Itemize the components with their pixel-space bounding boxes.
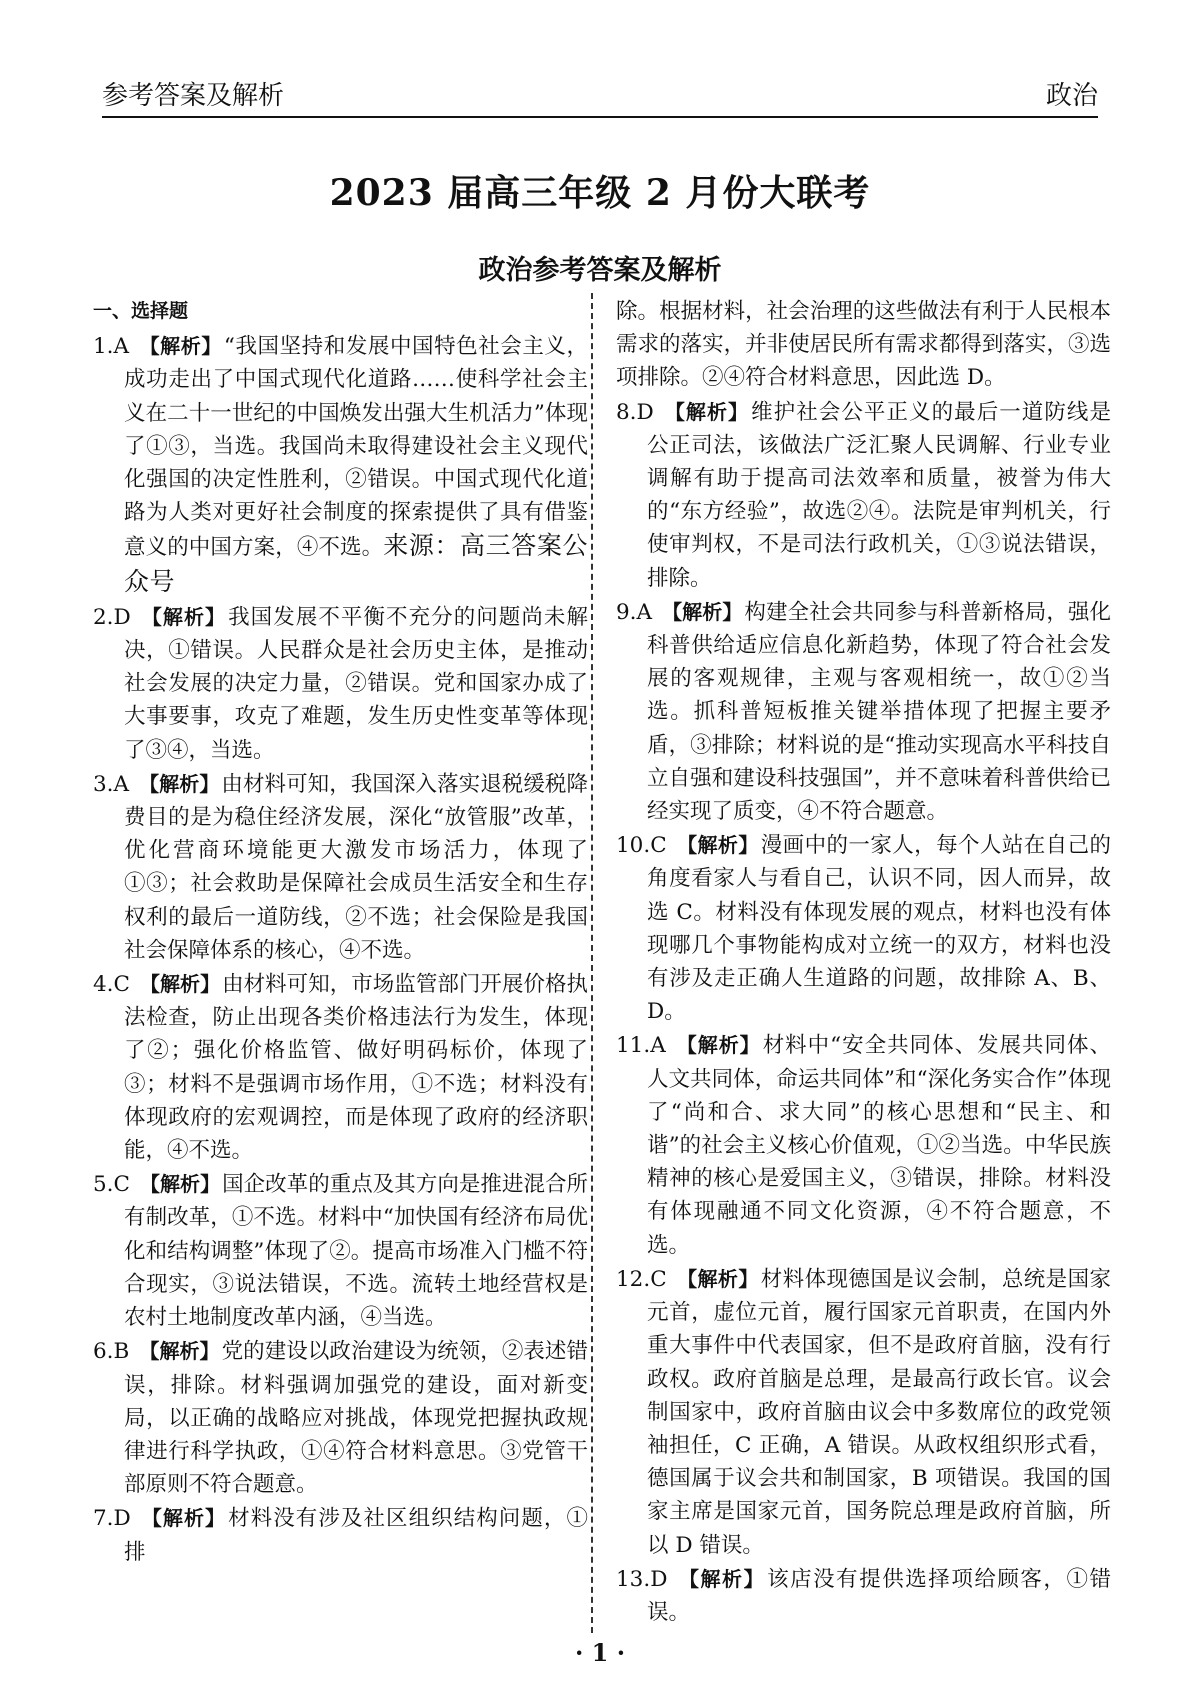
item-answer: C — [650, 833, 667, 859]
analysis-tag: 【解析】 — [140, 604, 227, 629]
analysis-tag: 【解析】 — [676, 833, 759, 858]
item-answer: C — [113, 972, 130, 998]
answer-item — [616, 396, 1111, 595]
answer-item — [616, 1263, 1111, 1562]
item-answer: D — [113, 1506, 131, 1532]
right-column — [616, 295, 1111, 1630]
item-number: 5. — [93, 1172, 114, 1198]
answer-item — [93, 1168, 588, 1334]
answer-item — [616, 1029, 1111, 1261]
source-watermark: 来源：高三答案公众号 — [124, 531, 588, 596]
item-explanation: 维护社会公平正义的最后一道防线是公正司法，该做法广泛汇聚人民调解、行业专业调解有助于提高司法效率和质量，被誉为伟大的“东方经验”，故选②④。法院是审判机关，行使审判权，不是司法行政机关，①③说法错误，排除。 — [647, 399, 1111, 591]
item-explanation: 国企改革的重点及其方向是推进混合所有制改革，①不选。材料中“加快国有经济布局优化和结构调整”体现了②。提高市场准入门槛不符合现实，③说法错误，不选。流转土地经营权是农村土地制度改革内涵，④当选。 — [124, 1172, 588, 1331]
left-column — [93, 295, 588, 1570]
item-explanation: 材料没有涉及社区组织结构问题，①排 — [124, 1506, 588, 1565]
item-explanation: 由材料可知，我国深入落实退税缓税降费目的是为稳住经济发展，深化“放管服”改革，优化营商环境能更大激发市场活力，体现了①③；社会救助是保障社会成员生活安全和生存权利的最后一道防线，②不选；社会保险是我国社会保障体系的核心，④不选。 — [124, 771, 588, 963]
page-header — [102, 78, 1098, 118]
column-divider — [591, 293, 593, 1633]
analysis-tag: 【解析】 — [662, 599, 743, 624]
item-explanation: “我国坚持和发展中国特色社会主义，成功走出了中国式现代化道路……使科学社会主义在二十一世纪的中国焕发出强大生机活力”体现了①③，当选。我国尚未取得建设社会主义现代化强国的决定性胜利，②错误。中国式现代化道路为人类对更好社会制度的探索提供了具有借鉴意义的中国方案，④不选。 — [124, 334, 589, 561]
item-answer: D — [636, 399, 654, 425]
analysis-tag: 【解析】 — [677, 1566, 766, 1591]
item-number: 7. — [93, 1506, 114, 1532]
item-number: 12. — [616, 1266, 651, 1292]
item-number: 4. — [93, 972, 114, 998]
item-number: 3. — [93, 771, 114, 797]
item-answer: A — [650, 1033, 666, 1059]
item-explanation: 构建全社会共同参与科普新格局，强化科普供给适应信息化新趋势，体现了符合社会发展的客观规律，主观与客观相统一，故①②当选。抓科普短板推关键举措体现了把握主要矛盾，③排除；材料说的是“推动实现高水平科技自立自强和建设科技强国”，并不意味着科普供给已经实现了质变，④不符合题意。 — [647, 599, 1111, 825]
analysis-tag: 【解析】 — [676, 1266, 759, 1291]
analysis-tag: 【解析】 — [139, 972, 221, 997]
section-heading: 一、选择题 — [93, 300, 189, 322]
item-explanation: 材料体现德国是议会制，总统是国家元首，虚位元首，履行国家元首职责，在国内外重大事件中代表国家，但不是政府首脑，没有行政权。政府首脑是总理，是最高行政长官。议会制国家中，政府首脑由议会中多数席位的政党领袖担任，C 正确，A 错误。从政权组织形式看，德国属于议会共和制国家，B 项错误。我国的国家主席是国家元首，国务院总理是政府首脑，所以 D 错误。 — [647, 1266, 1111, 1558]
answer-item — [616, 596, 1111, 828]
answer-item — [93, 601, 588, 767]
item-number: 9. — [616, 599, 637, 625]
item-explanation: 我国发展不平衡不充分的问题尚未解决，①错误。人民群众是社会历史主体，是推动社会发展的决定力量，②错误。党和国家办成了大事要事，攻克了难题，发生历史性变革等体现了③④，当选。 — [124, 604, 588, 763]
item-answer: D — [650, 1566, 668, 1592]
analysis-tag: 【解析】 — [139, 1172, 221, 1197]
analysis-tag: 【解析】 — [140, 1506, 227, 1531]
answer-item — [93, 1502, 588, 1568]
item-answer: A — [113, 334, 130, 360]
item-number: 10. — [616, 833, 651, 859]
item-explanation: 由材料可知，市场监管部门开展价格执法检查，防止出现各类价格违法行为发生，体现了②；强化价格监管、做好明码标价，体现了③；材料不是强调市场作用，①不选；材料没有体现政府的宏观调控，而是体现了政府的经济职能，④不选。 — [124, 972, 588, 1164]
analysis-tag: 【解析】 — [139, 771, 220, 796]
item-number: 13. — [616, 1566, 651, 1592]
item-answer: C — [113, 1172, 130, 1198]
answer-item — [93, 968, 588, 1167]
item-number: 2. — [93, 604, 114, 630]
document-subtitle: 政治参考答案及解析 — [478, 255, 722, 286]
item-explanation: 该店没有提供选择项给顾客，①错误。 — [647, 1566, 1111, 1625]
analysis-tag: 【解析】 — [663, 399, 750, 424]
answer-item — [93, 768, 588, 967]
item-explanation: 漫画中的一家人，每个人站在自己的角度看家人与看自己，认识不同，因人而异，故选 C。材料没有体现发展的观点，材料也没有体现哪几个事物能构成对立统一的双方，材料也没有涉及走正确人生道路的问题，故排除 A、B、D。 — [647, 833, 1111, 1025]
item-number: 6. — [93, 1339, 114, 1365]
page-number: · 1 · — [574, 1638, 626, 1667]
item-number: 8. — [616, 399, 637, 425]
answer-item — [93, 1335, 588, 1501]
document-title: 2023 届高三年级 2 月份大联考 — [329, 172, 871, 214]
analysis-tag: 【解析】 — [139, 334, 222, 359]
answer-item — [616, 1563, 1111, 1629]
analysis-tag: 【解析】 — [139, 1339, 220, 1364]
item-explanation: 党的建设以政治建设为统领，②表述错误，排除。材料强调加强党的建设，面对新变局，以正确的战略应对挑战，体现党把握执政规律进行科学执政，①④符合材料意思。③党管干部原则不符合题意。 — [124, 1339, 588, 1498]
answer-item — [93, 330, 588, 600]
item-answer: B — [113, 1339, 130, 1365]
item-answer: A — [636, 599, 653, 625]
continued-explanation: 除。根据材料，社会治理的这些做法有利于人民根本需求的落实，并非使居民所有需求都得到落实，③选项排除。②④符合材料意思，因此选 D。 — [616, 299, 1111, 391]
item-explanation: 材料中“安全共同体、发展共同体、人文共同体，命运共同体”和“深化务实合作”体现了“尚和合、求大同”的核心思想和“民主、和谐”的社会主义核心价值观，①②当选。中华民族精神的核心是爱国主义，③错误，排除。材料没有体现融通不同文化资源，④不符合题意，不选。 — [647, 1033, 1112, 1258]
item-number: 1. — [93, 334, 114, 360]
item-answer: A — [113, 771, 130, 797]
item-answer: D — [113, 604, 131, 630]
header-subject-label: 政治 — [1045, 81, 1098, 110]
analysis-tag: 【解析】 — [675, 1033, 761, 1058]
item-answer: C — [650, 1266, 667, 1292]
item-number: 11. — [616, 1033, 651, 1059]
header-left-label: 参考答案及解析 — [102, 81, 285, 110]
answer-item — [616, 829, 1111, 1028]
